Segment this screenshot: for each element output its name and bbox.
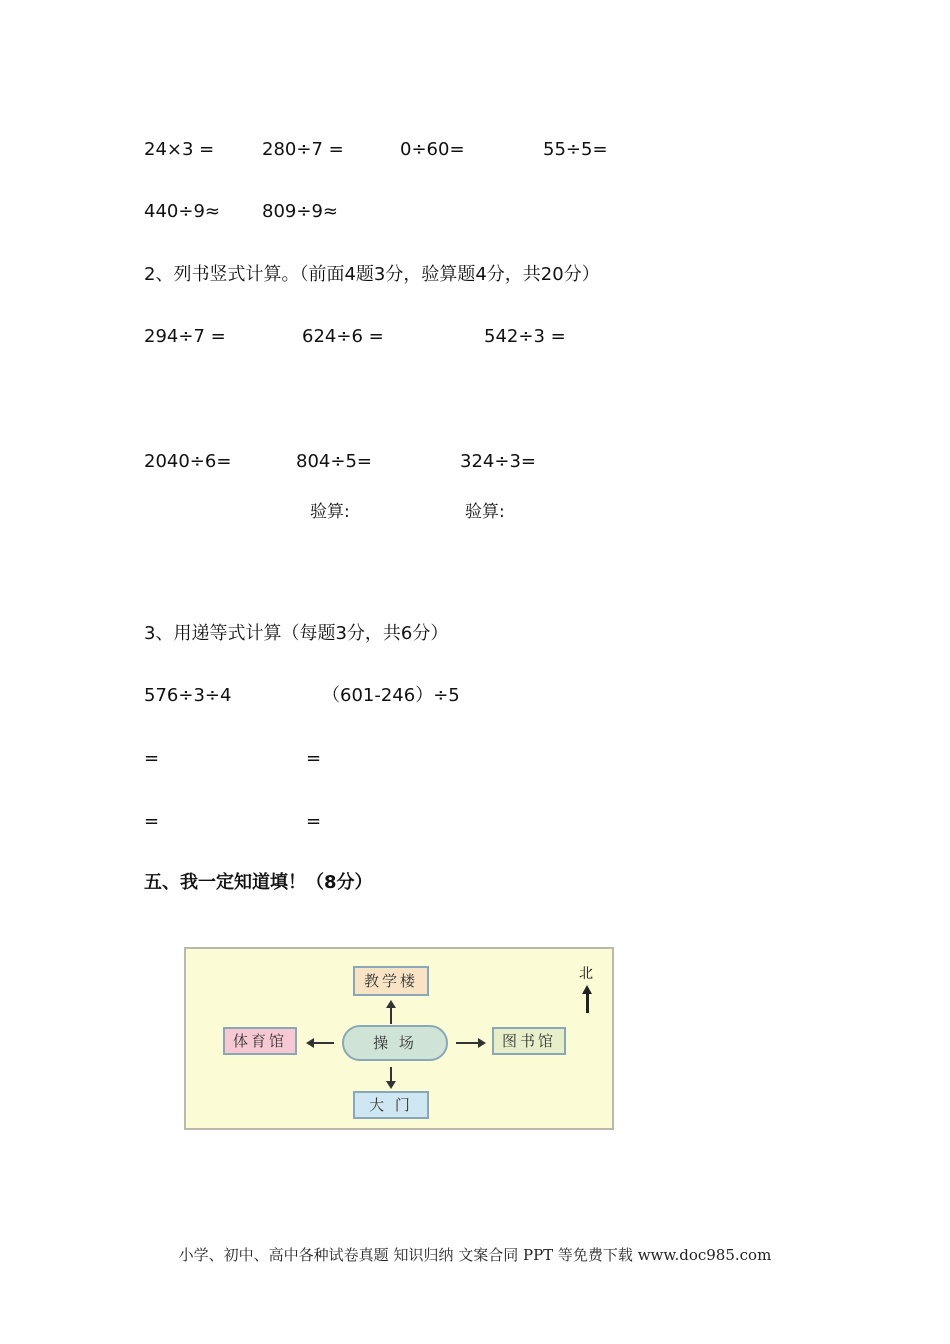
problem-2-3: 542÷3 = <box>484 326 566 347</box>
north-label: 北 <box>579 966 593 982</box>
problem-2-5: 804÷5= <box>296 451 372 472</box>
problem-1-2: 280÷7 = <box>262 139 344 160</box>
check-label-2: 验算: <box>465 502 505 522</box>
arrow-left-icon <box>306 1038 314 1048</box>
problem-3-2: （601-246）÷5 <box>322 685 460 706</box>
north-arrow-line <box>586 993 589 1013</box>
equals-2: = <box>306 748 322 769</box>
playground-box: 操 场 <box>342 1025 448 1061</box>
arrow-right-icon <box>478 1038 486 1048</box>
campus-map <box>184 947 614 1130</box>
equals-1: = <box>144 748 160 769</box>
problem-2-2: 624÷6 = <box>302 326 384 347</box>
arrow-right-line <box>456 1042 478 1044</box>
arrow-up-line <box>390 1006 392 1024</box>
gate-box: 大 门 <box>353 1091 429 1119</box>
problem-1-3: 0÷60= <box>400 139 465 160</box>
arrow-up-icon <box>386 1000 396 1008</box>
footer-text: 小学、初中、高中各种试卷真题 知识归纳 文案合同 PPT 等免费下载 www.doc985.com <box>178 1246 772 1264</box>
arrow-down-icon <box>386 1081 396 1089</box>
problem-3-1: 576÷3÷4 <box>144 685 232 706</box>
library-box: 图书馆 <box>492 1027 566 1055</box>
equals-3: = <box>144 811 160 832</box>
problem-2-4: 2040÷6= <box>144 451 232 472</box>
problem-2-1: 294÷7 = <box>144 326 226 347</box>
section3-title: 3、用递等式计算（每题3分，共6分） <box>144 623 449 644</box>
section5-title: 五、我一定知道填！（8分） <box>144 872 373 893</box>
equals-4: = <box>306 811 322 832</box>
problem-1-5: 440÷9≈ <box>144 201 220 222</box>
problem-2-6: 324÷3= <box>460 451 536 472</box>
gym-box: 体育馆 <box>223 1027 297 1055</box>
section2-title: 2、列书竖式计算。（前面4题3分，验算题4分，共20分） <box>144 264 600 285</box>
problem-1-4: 55÷5= <box>543 139 608 160</box>
arrow-left-line <box>312 1042 334 1044</box>
teaching-building-box: 教学楼 <box>353 966 429 996</box>
arrow-down-line <box>390 1067 392 1081</box>
problem-1-1: 24×3 = <box>144 139 215 160</box>
problem-1-6: 809÷9≈ <box>262 201 338 222</box>
check-label-1: 验算: <box>310 502 350 522</box>
